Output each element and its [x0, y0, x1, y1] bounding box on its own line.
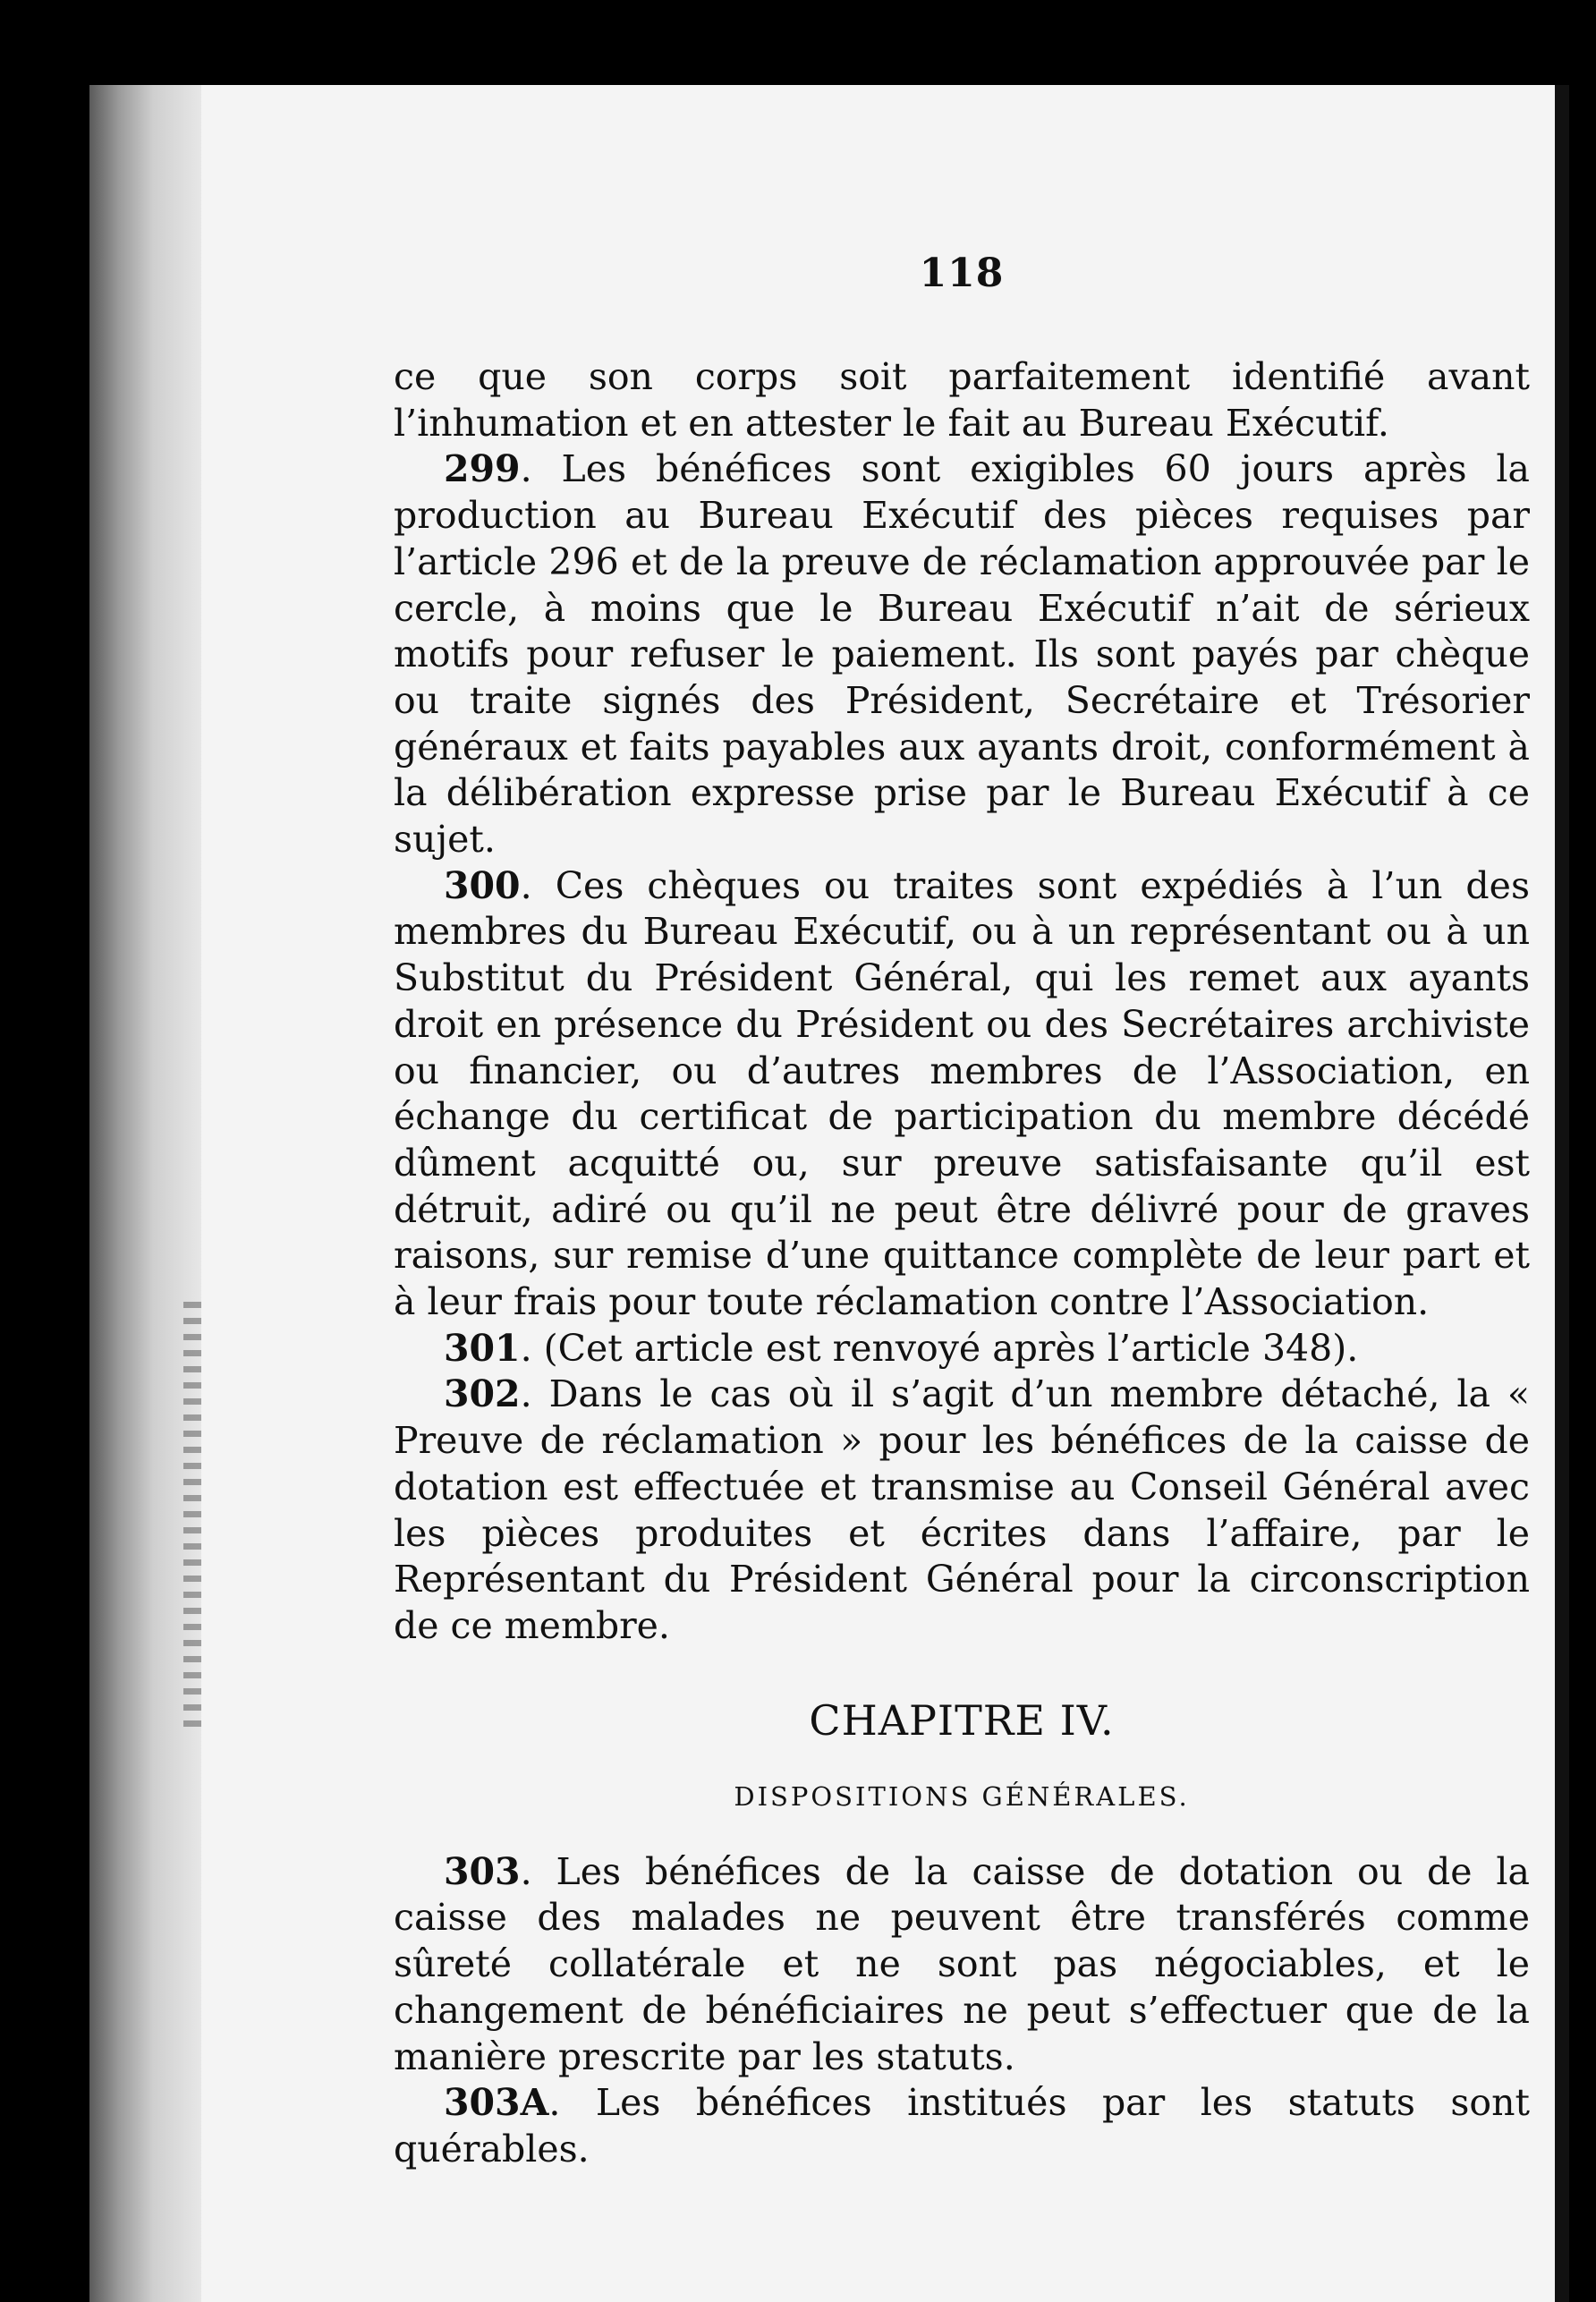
article-303a: 303A. Les bénéfices institués par les statuts sont quérables. — [394, 2081, 1530, 2170]
article-303: 303. Les bénéfices de la caisse de dotation ou de la caisse des malades ne peuvent être transférés comme sûreté collatérale et ne sont pas négociables, et le changement de bénéficiaires ne peut s’effectuer que de la manière prescrite par les statuts. — [394, 1849, 1530, 2078]
article-number: 303A — [444, 2081, 549, 2125]
article-text: (Cet article est renvoyé après l’article 348). — [543, 1326, 1359, 1370]
article-number: 303 — [444, 1849, 521, 1893]
article-text: Ces chèques ou traites sont expédiés à l’un des membres du Bureau Exécutif, ou à un représentant ou à un Substitut du Président Général, qui les remet aux ayants droit en présence du Président ou des Secrétaires archiviste ou financier, ou d’autres membres de l’Association, en échange du certificat de participation du membre décédé dûment acquitté ou, sur preuve satisfaisante qu’il est détruit, adiré ou qu’il ne peut être délivré pour de graves raisons, sur remise d’une quittance complète de leur part et à leur frais pour toute réclamation contre l’Association. — [394, 863, 1530, 1324]
article-text: Dans le cas où il s’agit d’un membre détaché, la « Preuve de réclamation » pour les bénéfices de la caisse de dotation est effectuée et transmise au Conseil Général avec les pièces produites et écrites dans l’affaire, par le Représentant du Président Général pour la circonscription de ce membre. — [394, 1372, 1530, 1647]
article-302: 302. Dans le cas où il s’agit d’un membre détaché, la « Preuve de réclamation » pour les bénéfices de la caisse de dotation est effectuée et transmise au Conseil Général avec les pièces produites et écrites dans l’affaire, par le Représentant du Président Général pour la circonscription de ce membre. — [394, 1372, 1530, 1647]
page-content — [394, 242, 1530, 2173]
continuation-paragraph: ce que son corps soit parfaitement identifié avant l’inhumation et en attester le fait au Bureau Exécutif. — [394, 355, 1530, 445]
article-text: Les bénéfices sont exigibles 60 jours après la production au Bureau Exécutif des pièces requises par l’article 296 et de la preuve de réclamation approuvée par le cercle, à moins que le Bureau Exécutif n’ait de sérieux motifs pour refuser le paiement. Ils sont payés par chèque ou traite signés des Président, Secrétaire et Trésorier généraux et faits payables aux ayants droit, conformément à la délibération expresse prise par le Bureau Exécutif à ce sujet. — [394, 447, 1530, 862]
article-299: 299. Les bénéfices sont exigibles 60 jours après la production au Bureau Exécutif des pièces requises par l’article 296 et de la preuve de réclamation approuvée par le cercle, à moins que le Bureau Exécutif n’ait de sérieux motifs pour refuser le paiement. Ils sont payés par chèque ou traite signés des Président, Secrétaire et Trésorier généraux et faits payables aux ayants droit, conformément à la délibération expresse prise par le Bureau Exécutif à ce sujet. — [394, 447, 1530, 862]
page-number: 118 — [919, 251, 1005, 296]
article-300: 300. Ces chèques ou traites sont expédiés à l’un des membres du Bureau Exécutif, ou à un représentant ou à un Substitut du Président Général, qui les remet aux ayants droit en présence du Président ou des Secrétaires archiviste ou financier, ou d’autres membres de l’Association, en échange du certificat de participation du membre décédé dûment acquitté ou, sur preuve satisfaisante qu’il est détruit, adiré ou qu’il ne peut être délivré pour de graves raisons, sur remise d’une quittance complète de leur part et à leur frais pour toute réclamation contre l’Association. — [394, 863, 1530, 1324]
article-number: 300 — [444, 863, 521, 907]
chapter-title: CHAPITRE IV. — [809, 1695, 1115, 1745]
book-spine-shadow — [89, 85, 206, 2302]
article-301: 301. (Cet article est renvoyé après l’article 348). — [444, 1326, 1359, 1370]
article-number: 302 — [444, 1372, 521, 1416]
article-number: 299 — [444, 447, 521, 491]
article-number: 301 — [444, 1326, 521, 1370]
article-text: Les bénéfices institués par les statuts sont quérables. — [394, 2081, 1530, 2170]
page-right-edge — [1555, 85, 1569, 2302]
chapter-subtitle: DISPOSITIONS GÉNÉRALES. — [734, 1780, 1190, 1812]
article-text: Les bénéfices de la caisse de dotation ou de la caisse des malades ne peuvent être transférés comme sûreté collatérale et ne sont pas négociables, et le changement de bénéficiaires ne peut s’effectuer que de la manière prescrite par les statuts. — [394, 1849, 1530, 2078]
